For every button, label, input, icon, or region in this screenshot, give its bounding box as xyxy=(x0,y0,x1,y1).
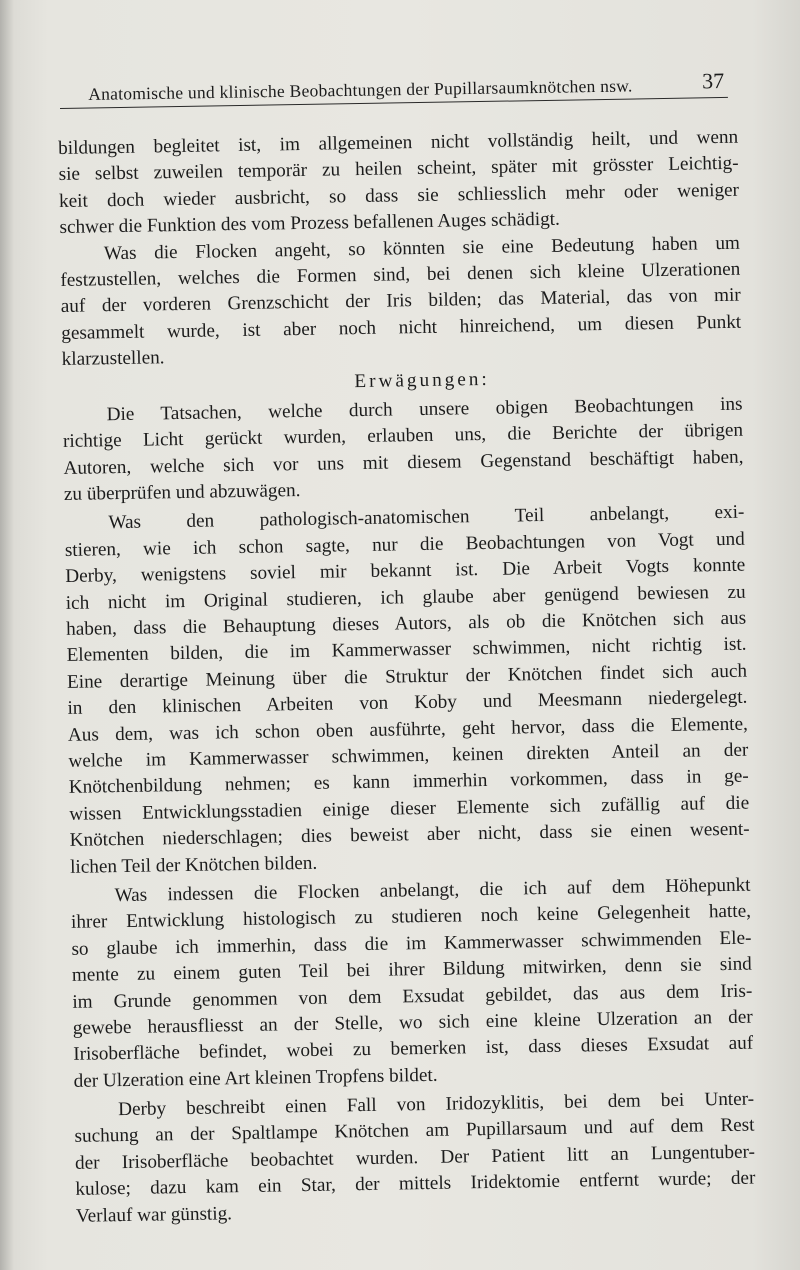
text-line: in den klinischen Arbeiten von Koby und Meesmann niedergelegt. xyxy=(67,686,748,720)
text-line: sie selbst zuweilen temporär zu heilen scheint, später mit grösster Leichtig- xyxy=(58,153,739,186)
text-line: kulose; dazu kam ein Star, der mittels Iridektomie entfernt wurde; der xyxy=(75,1167,756,1201)
text-line: auf der vorderen Grenzschicht der Iris bilden; das Material, das von mir xyxy=(60,285,741,318)
text-line: Was die Flocken angeht, so könnten sie eine Bedeutung haben um xyxy=(103,232,741,264)
text-line: bildungen begleitet ist, im allgemeinen nicht vollständig heilt, und wenn xyxy=(58,126,739,159)
running-title: Anatomische und klinische Beobachtungen der Pupillarsaumknötchen nsw. xyxy=(88,75,633,104)
text-line: Die Tatsachen, welche durch unsere obigen Beobachtungen ins xyxy=(106,393,743,426)
text-line: Verlauf war günstig. xyxy=(75,1202,233,1227)
binding-shadow xyxy=(0,0,14,1270)
text-line: Aus dem, was ich schon oben ausführte, geht hervor, dass die Elemente, xyxy=(67,713,749,746)
text-line: Knötchen niederschlagen; dies beweist aber nicht, dass sie einen wesent- xyxy=(69,818,750,852)
page-number: 37 xyxy=(701,68,725,94)
text-line: Knötchenbildung nehmen; es kann immerhin vorkommen, dass in ge- xyxy=(68,766,749,799)
text-line: stieren, wie ich schon sagte, nur die Beobachtungen von Vogt und xyxy=(64,528,745,561)
text-line: Autoren, welche sich vor uns mit diesem Gegenstand beschäftigt haben, xyxy=(63,446,744,479)
text-line: wissen Entwicklungsstadien einige dieser Elemente sich zufällig auf die xyxy=(69,792,750,825)
text-line: mente zu einem guten Teil bei ihrer Bildung mitwirken, denn sie sind xyxy=(71,953,753,986)
text-line: Was indessen die Flocken anbelangt, die ich auf dem Höhepunkt xyxy=(114,874,751,907)
text-line: suchung an der Spaltlampe Knötchen am Pupillarsaum und auf dem Rest xyxy=(74,1115,755,1148)
text-line: lichen Teil der Knötchen bilden. xyxy=(69,852,318,878)
text-line: festzustellen, welches die Formen sind, bei denen sich kleine Ulzerationen xyxy=(60,258,741,291)
text-line: zu überprüfen und abzuwägen. xyxy=(63,480,301,506)
text-line: ihrer Entwicklung histologisch zu studieren noch keine Gelegenheit hatte, xyxy=(70,900,752,934)
text-line: so glaube ich immerhin, dass die im Kammerwasser schwimmenden Ele- xyxy=(71,927,752,960)
body-text xyxy=(58,125,756,1230)
section-heading: Erwägungen: xyxy=(354,368,490,392)
text-line: gesammelt wurde, ist aber noch nicht hinreichend, um diesen Punkt xyxy=(61,311,742,344)
text-line: Was den pathologisch-anatomischen Teil anbelangt, exi- xyxy=(108,502,745,534)
text-line: richtige Licht gerückt wurden, erlauben uns, die Berichte der übrigen xyxy=(62,419,744,453)
text-line: Elementen bilden, die im Kammerwasser schwimmen, nicht richtig ist. xyxy=(66,634,747,667)
text-line: welche im Kammerwasser schwimmen, keinen direkten Anteil an der xyxy=(68,739,749,772)
text-line: ich nicht im Original studieren, ich glaube aber genügend bewiesen zu xyxy=(65,581,746,614)
text-line: der Ulzeration eine Art kleinen Tropfens bildet. xyxy=(73,1064,438,1092)
text-line: haben, dass die Behauptung dieses Autors, als ob die Knötchen sich aus xyxy=(66,607,747,640)
text-line: Eine derartige Meinung über die Struktur der Knötchen findet sich auch xyxy=(66,660,748,693)
text-line: klarzustellen. xyxy=(61,347,165,371)
text-line: der Irisoberfläche beobachtet wurden. Der Patient litt an Lungentuber- xyxy=(74,1141,756,1174)
text-line: Derby beschreibt einen Fall von Iridozyklitis, bei dem bei Unter- xyxy=(117,1088,755,1121)
text-line: schwer die Funktion des vom Prozess befallenen Auges schädigt. xyxy=(59,208,561,239)
text-line: im Grunde genommen von dem Exsudat gebildet, das aus dem Iris- xyxy=(72,980,753,1013)
text-line: Irisoberfläche befindet, wobei zu bemerken ist, dass dieses Exsudat auf xyxy=(73,1032,754,1066)
text-line: keit doch wieder ausbricht, so dass sie schliesslich mehr oder weniger xyxy=(58,179,740,212)
text-line: gewebe herausfliesst an der Stelle, wo sich eine kleine Ulzeration an der xyxy=(72,1006,753,1039)
text-line: Derby, wenigstens soviel mir bekannt ist. Die Arbeit Vogts konnte xyxy=(65,554,746,588)
running-head xyxy=(88,70,728,106)
